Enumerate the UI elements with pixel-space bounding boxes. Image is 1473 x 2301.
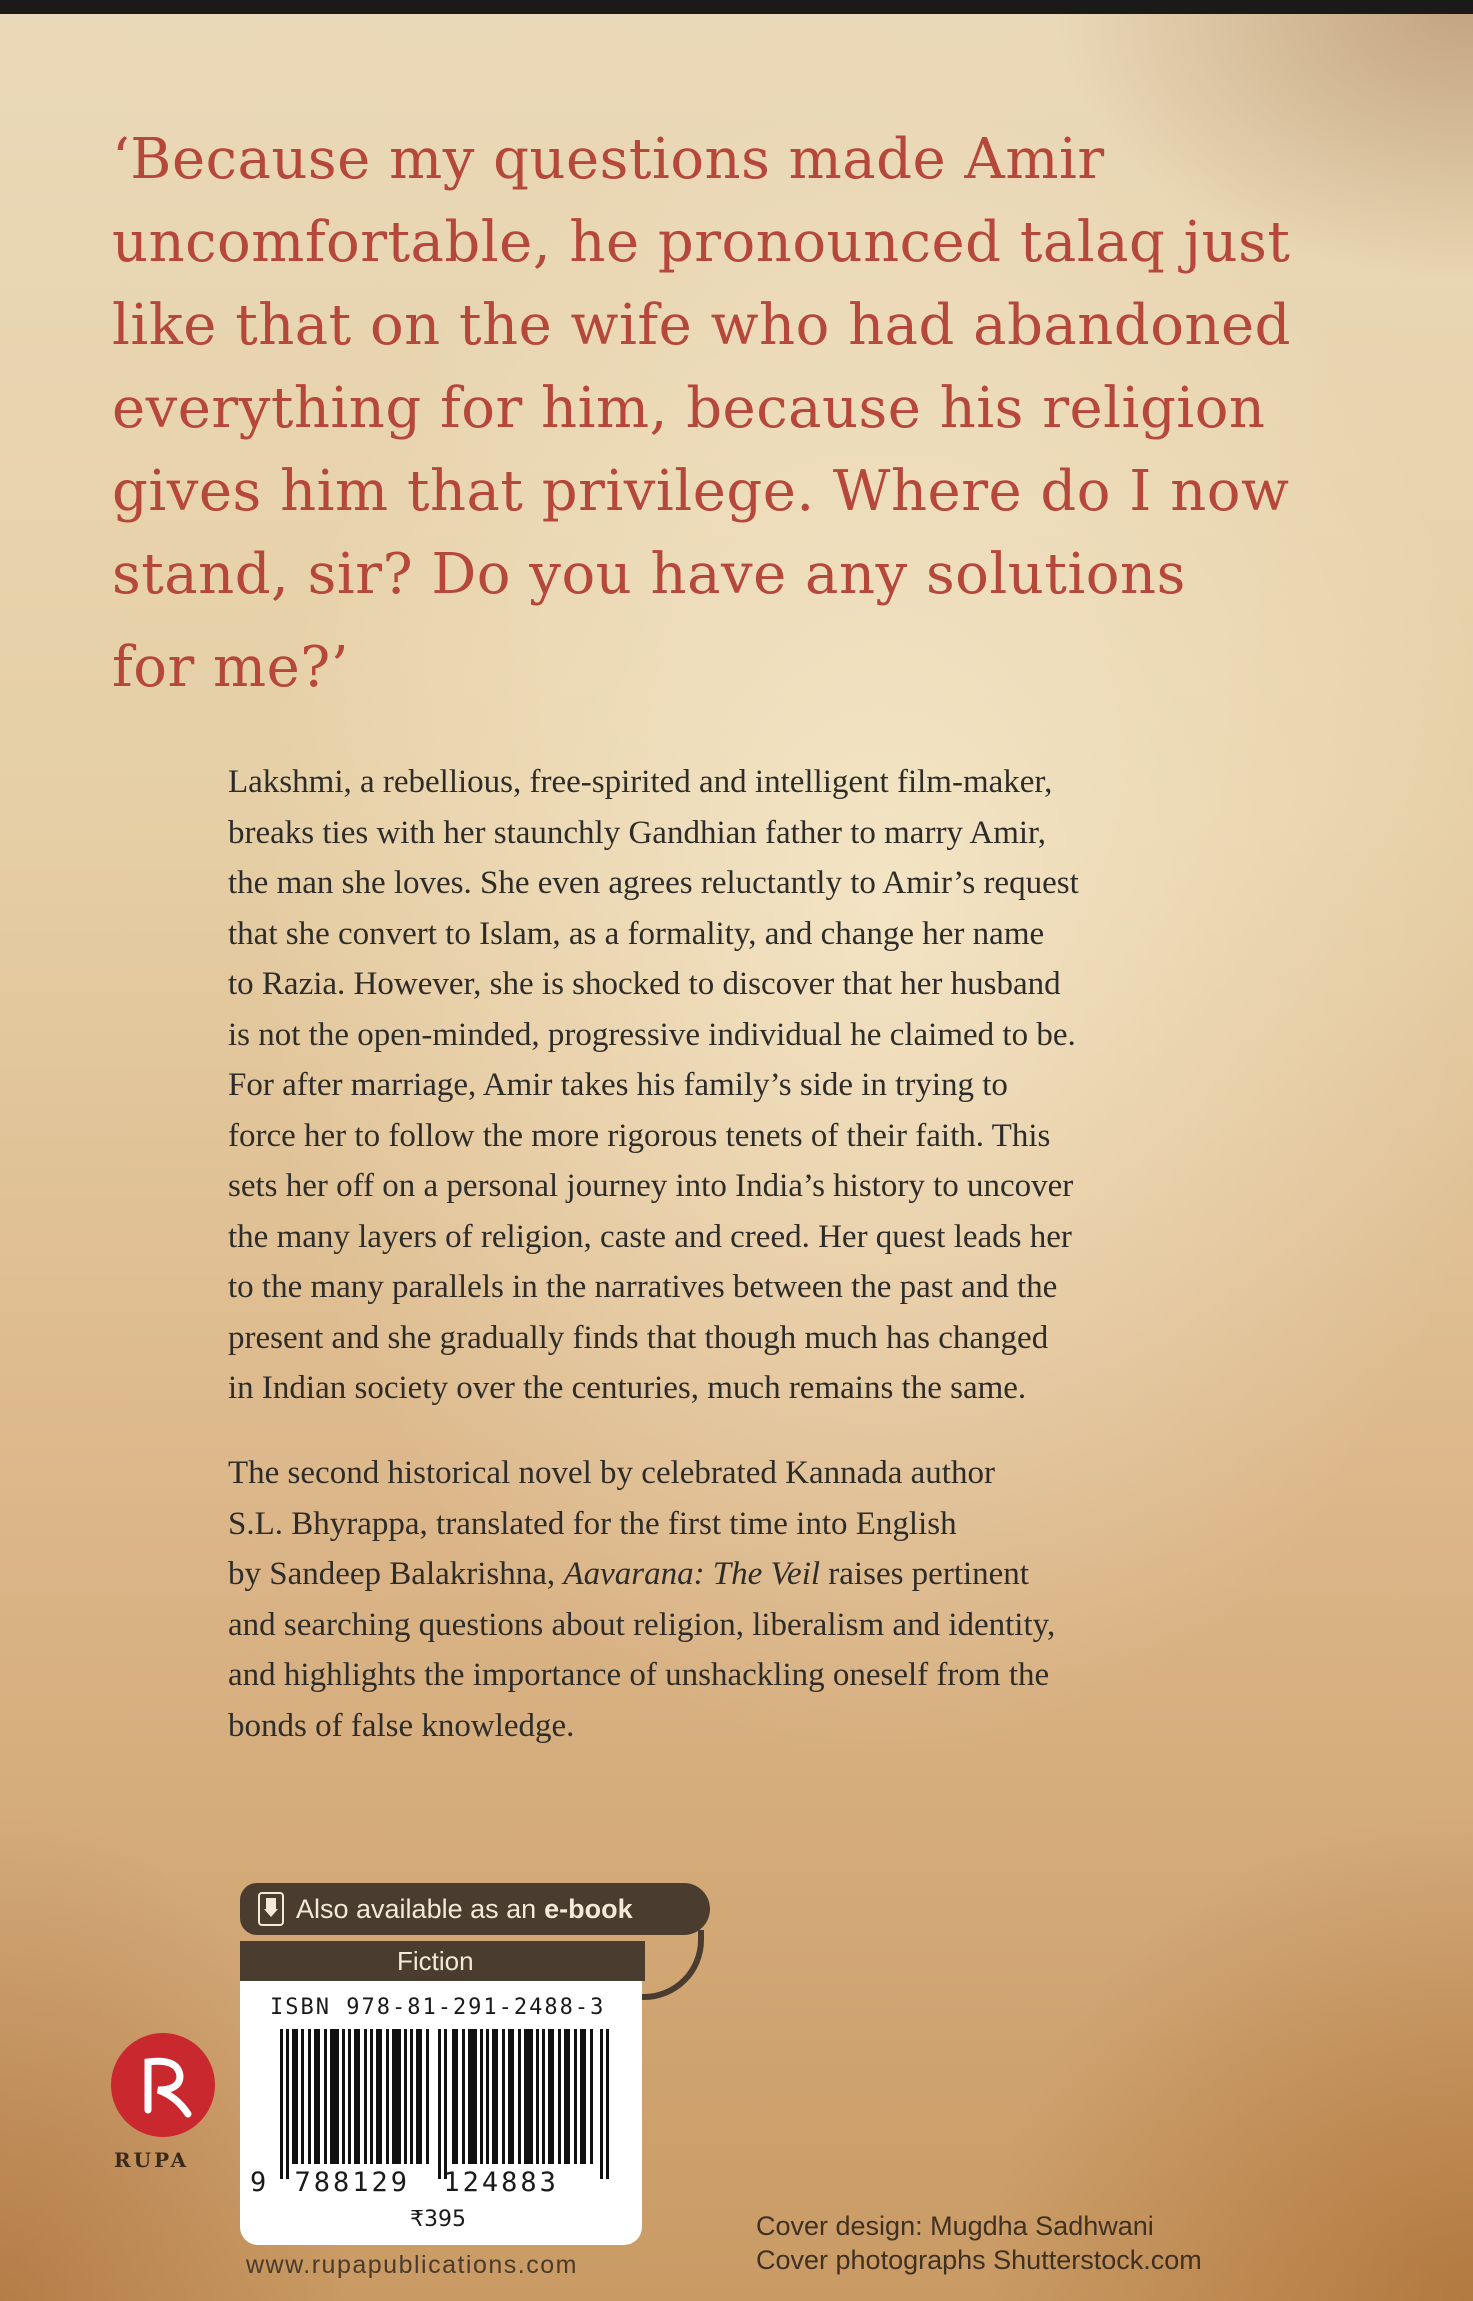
genre-label: Fiction: [240, 1941, 645, 1981]
synopsis-line: present and she gradually finds that though much has changed: [228, 1319, 1049, 1356]
synopsis-line: to the many parallels in the narratives between the past and the: [228, 1269, 1058, 1305]
synopsis-line: in Indian society over the centuries, much remains the same.: [228, 1370, 1027, 1406]
barcode-icon: [280, 2029, 620, 2179]
synopsis-line: breaks ties with her staunchly Gandhian father to marry Amir,: [228, 814, 1046, 851]
quote-line: uncomfortable, he pronounced talaq just: [112, 210, 1291, 275]
about-line: and highlights the importance of unshackling oneself from the: [228, 1657, 1050, 1693]
synopsis-line: is not the open-minded, progressive individual he claimed to be.: [228, 1016, 1076, 1053]
synopsis-line: Lakshmi, a rebellious, free-spirited and intelligent film-maker,: [228, 764, 1053, 800]
isbn-text: ISBN 978-81-291-2488-3: [270, 1995, 606, 2020]
synopsis-paragraph: [228, 757, 1368, 1414]
quote-line: everything for him, because his religion: [112, 376, 1266, 441]
quote-line: ‘Because my questions made Amir: [112, 127, 1105, 192]
synopsis-line: force her to follow the more rigorous tenets of their faith. This: [228, 1117, 1051, 1154]
about-text: raises pertinent: [820, 1556, 1029, 1592]
synopsis-line: sets her off on a personal journey into India’s history to uncover: [228, 1168, 1074, 1204]
cover-credits: [756, 2209, 1202, 2277]
design-credit: Cover design: Mugdha Sadhwani: [756, 2211, 1154, 2241]
about-paragraph: [228, 1448, 1368, 1751]
publisher-website: www.rupapublications.com: [246, 2251, 578, 2279]
ean-group: 124883: [443, 2167, 559, 2198]
ean-first: 9: [250, 2167, 270, 2198]
ean-group: 788129: [294, 2167, 411, 2198]
top-edge: [0, 0, 1473, 14]
book-title: Aavarana: The Veil: [563, 1556, 821, 1592]
download-icon: [258, 1892, 284, 1926]
synopsis-line: that she convert to Islam, as a formality, and change her name: [228, 915, 1045, 952]
ebook-bold: e-book: [544, 1893, 633, 1924]
price: ₹395: [410, 2207, 466, 2232]
about-line: S.L. Bhyrappa, translated for the first time into English: [228, 1505, 957, 1542]
synopsis-line: to Razia. However, she is shocked to discover that her husband: [228, 966, 1061, 1002]
publisher-name: RUPA: [114, 2148, 190, 2172]
label-curl: [640, 1930, 704, 2000]
rupa-logo-icon: [108, 2030, 218, 2140]
barcode-panel: [240, 1981, 642, 2245]
pull-quote: [112, 118, 1392, 709]
ean-digits: [250, 2167, 559, 2198]
ebook-text: Also available as an: [296, 1893, 537, 1924]
about-text: by Sandeep Balakrishna,: [228, 1556, 564, 1592]
quote-line: for me?’: [112, 635, 350, 700]
quote-line: stand, sir? Do you have any solutions: [112, 542, 1186, 607]
ebook-badge: [240, 1883, 710, 1935]
photo-credit: Cover photographs Shutterstock.com: [756, 2245, 1202, 2275]
synopsis-line: the many layers of religion, caste and creed. Her quest leads her: [228, 1218, 1072, 1255]
about-line: [228, 1549, 1368, 1600]
synopsis-line: the man she loves. She even agrees reluctantly to Amir’s request: [228, 865, 1079, 901]
about-line: The second historical novel by celebrated Kannada author: [228, 1455, 995, 1491]
synopsis-line: For after marriage, Amir takes his family’s side in trying to: [228, 1067, 1008, 1103]
about-line: bonds of false knowledge.: [228, 1707, 575, 1744]
about-line: and searching questions about religion, liberalism and identity,: [228, 1606, 1056, 1643]
quote-line: like that on the wife who had abandoned: [112, 293, 1291, 358]
quote-line: gives him that privilege. Where do I now: [112, 459, 1290, 524]
